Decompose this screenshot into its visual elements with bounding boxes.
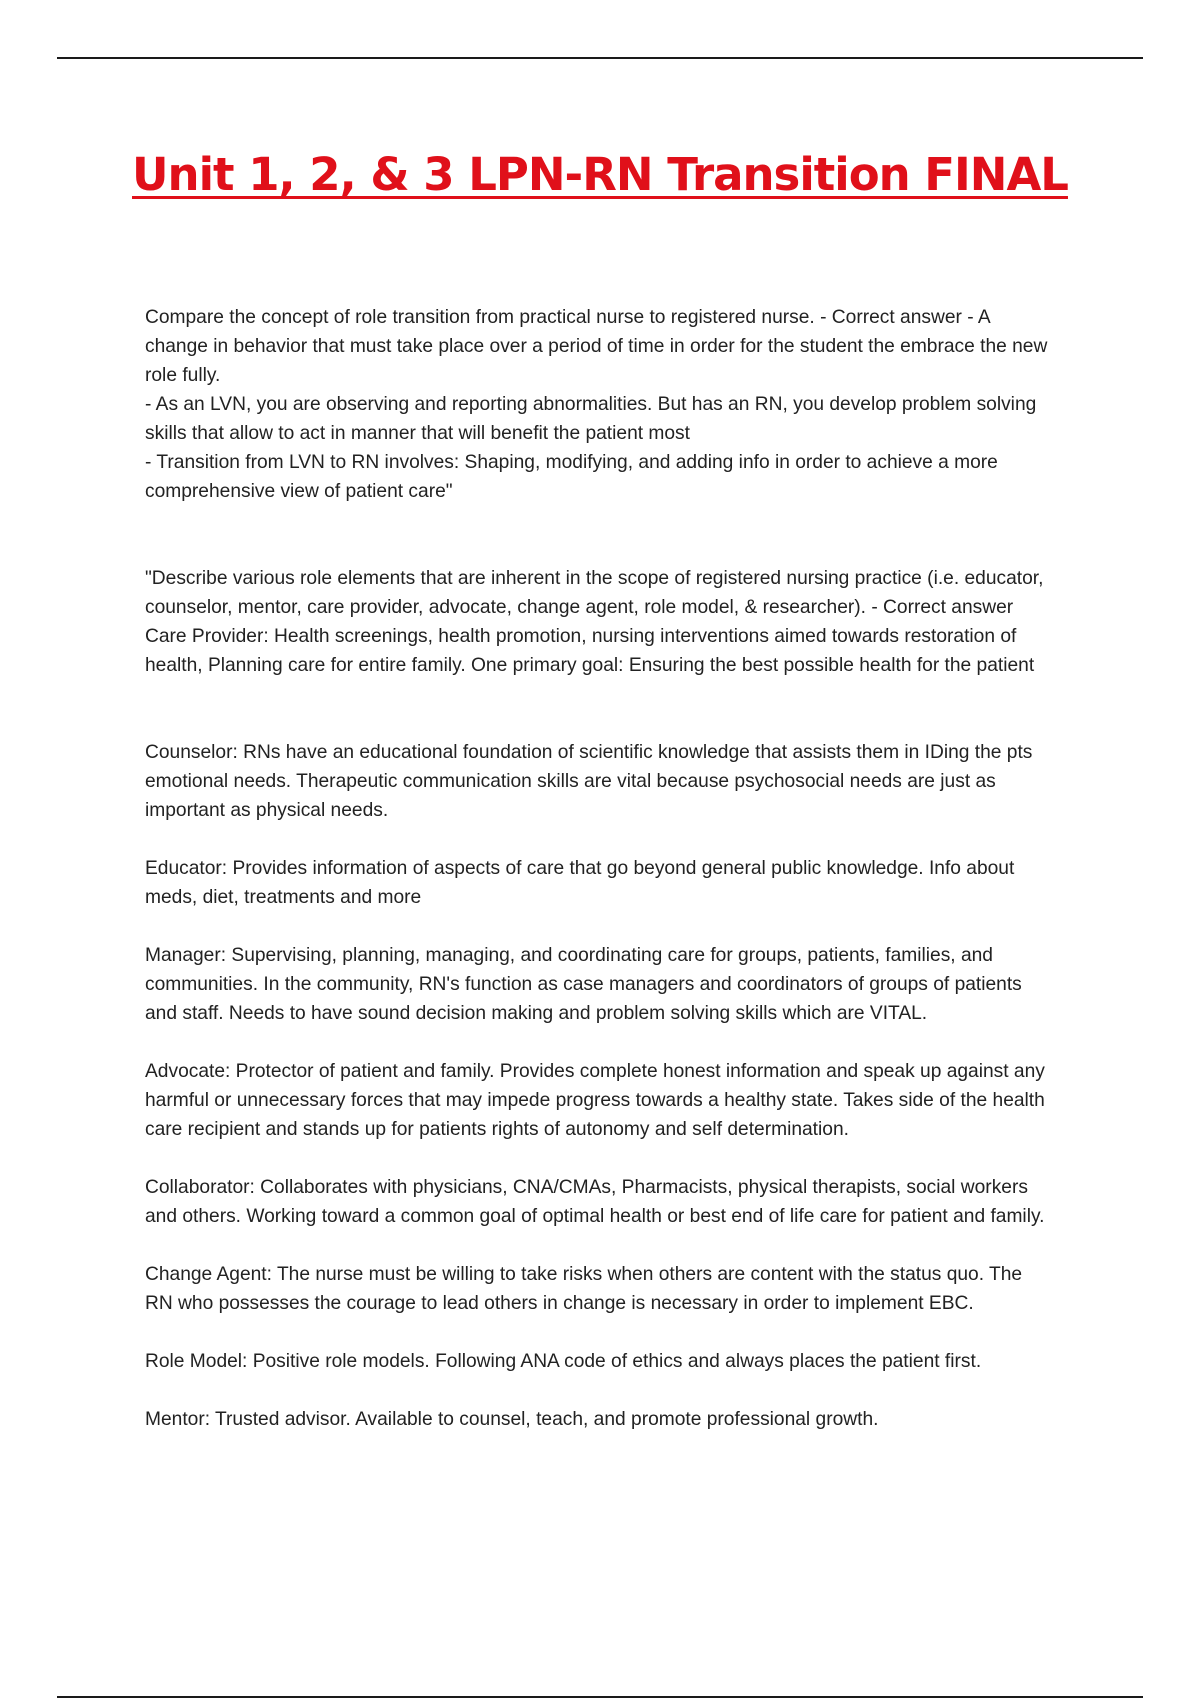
document-body bbox=[145, 303, 1050, 1434]
top-rule bbox=[57, 57, 1143, 59]
role-mentor: Mentor: Trusted advisor. Available to counsel, teach, and promote professional growth. bbox=[145, 1409, 879, 1430]
role-educator: Educator: Provides information of aspects of care that go beyond general public knowledge. Info about meds, diet, treatments and more bbox=[145, 858, 1015, 908]
role-manager: Manager: Supervising, planning, managing, and coordinating care for groups, patients, families, and communities. In the community, RN's function as case managers and coordinators of groups of patients and staff. Needs to have sound decision making and problem solving skills which are VITAL. bbox=[145, 945, 1022, 1024]
question-paragraph: "Describe various role elements that are inherent in the scope of registered nursing practice (i.e. educator, counselor, mentor, care provider, advocate, change agent, role model, & researcher). - Correct answer Care Provider: Health screenings, health promotion, nursing interventions aimed towards restoration of health, Planning care for entire family. One primary goal: Ensuring the best possible health for the patient bbox=[145, 568, 1044, 676]
answer-line: Compare the concept of role transition from practical nurse to registered nurse. - Correct answer - A change in behavior that must take place over a period of time in order for the student the embrace the new role fully. bbox=[145, 307, 1048, 386]
answer-line: - Transition from LVN to RN involves: Shaping, modifying, and adding info in order to achieve a more comprehensive view of patient care" bbox=[145, 452, 998, 502]
bottom-rule bbox=[57, 1696, 1143, 1698]
role-advocate: Advocate: Protector of patient and family. Provides complete honest information and speak up against any harmful or unnecessary forces that may impede progress towards a healthy state. Takes side of the health care recipient and stands up for patients rights of autonomy and self determination. bbox=[145, 1061, 1045, 1140]
role-change-agent: Change Agent: The nurse must be willing to take risks when others are content with the status quo. The RN who possesses the courage to lead others in change is necessary in order to implement EBC. bbox=[145, 1264, 1023, 1314]
document-title: Unit 1, 2, & 3 LPN-RN Transition FINAL bbox=[132, 148, 1068, 201]
answer-line: - As an LVN, you are observing and reporting abnormalities. But has an RN, you develop problem solving skills that allow to act in manner that will benefit the patient most bbox=[145, 394, 1037, 444]
role-collaborator: Collaborator: Collaborates with physicians, CNA/CMAs, Pharmacists, physical therapists, social workers and others. Working toward a common goal of optimal health or best end of life care for patient and family. bbox=[145, 1177, 1045, 1227]
role-counselor: Counselor: RNs have an educational foundation of scientific knowledge that assists them in IDing the pts emotional needs. Therapeutic communication skills are vital because psychosocial needs are just as important as physical needs. bbox=[145, 742, 1033, 821]
role-role-model: Role Model: Positive role models. Following ANA code of ethics and always places the patient first. bbox=[145, 1351, 982, 1372]
